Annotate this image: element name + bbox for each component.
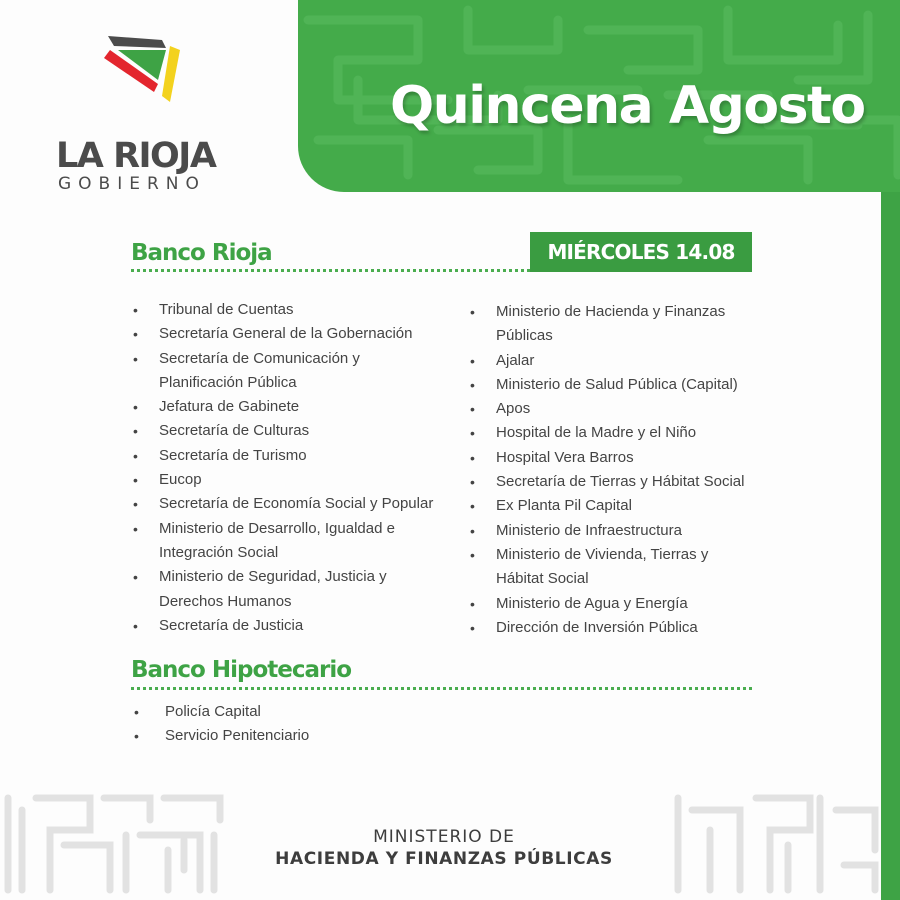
banco-rioja-left-list <box>159 298 469 638</box>
footer-line1: MINISTERIO DE <box>373 827 515 847</box>
list-item: • Ministerio de Salud Pública (Capital) <box>496 373 796 397</box>
list-item: • Tribunal de Cuentas <box>159 298 469 322</box>
list-item: • Secretaría de Culturas <box>159 419 469 443</box>
section-divider <box>131 269 530 272</box>
page-title: Quincena Agosto <box>390 76 865 136</box>
list-item: • Hospital de la Madre y el Niño <box>496 421 796 445</box>
footer-pattern-right <box>670 790 881 900</box>
logo-name: LA RIOJA <box>56 136 216 176</box>
list-item: • Ministerio de Desarrollo, Igualdad e Integración Social <box>159 517 409 566</box>
la-rioja-logo-icon <box>100 30 186 120</box>
list-item: • Secretaría de Tierras y Hábitat Social <box>496 470 796 494</box>
header-banner <box>298 0 900 192</box>
logo-subtitle: GOBIERNO <box>58 174 206 194</box>
list-item: • Hospital Vera Barros <box>496 446 796 470</box>
date-badge: MIÉRCOLES 14.08 <box>530 232 752 272</box>
list-item: • Secretaría de Justicia <box>159 614 469 638</box>
list-item: • Ministerio de Hacienda y Finanzas Públicas <box>496 300 736 349</box>
list-item: • Ministerio de Agua y Energía <box>496 592 796 616</box>
section-divider <box>131 687 752 690</box>
footer-ministry <box>220 826 668 870</box>
list-item: • Secretaría de Turismo <box>159 444 469 468</box>
list-item: • Ministerio de Vivienda, Tierras y Hábitat Social <box>496 543 726 592</box>
list-item: • Apos <box>496 397 796 421</box>
list-item: • Policía Capital <box>165 700 465 724</box>
section-title-banco-rioja: Banco Rioja <box>131 240 272 266</box>
footer-pattern-left <box>0 790 225 900</box>
side-stripe <box>881 192 900 900</box>
list-item: • Secretaría de Economía Social y Popular <box>159 492 469 516</box>
banco-hipotecario-list <box>165 700 465 749</box>
list-item: • Servicio Penitenciario <box>165 724 465 748</box>
banco-rioja-right-list <box>496 300 796 640</box>
list-item: • Secretaría General de la Gobernación <box>159 322 469 346</box>
list-item: • Jefatura de Gabinete <box>159 395 469 419</box>
section-title-banco-hipotecario: Banco Hipotecario <box>131 657 352 683</box>
list-item: • Ex Planta Pil Capital <box>496 494 796 518</box>
list-item: • Ministerio de Seguridad, Justicia y Derechos Humanos <box>159 565 399 614</box>
footer-line2: HACIENDA Y FINANZAS PÚBLICAS <box>275 849 613 869</box>
list-item: • Ajalar <box>496 349 796 373</box>
list-item: • Dirección de Inversión Pública <box>496 616 796 640</box>
list-item: • Secretaría de Comunicación y Planificación Pública <box>159 347 389 396</box>
list-item: • Eucop <box>159 468 469 492</box>
list-item: • Ministerio de Infraestructura <box>496 519 796 543</box>
